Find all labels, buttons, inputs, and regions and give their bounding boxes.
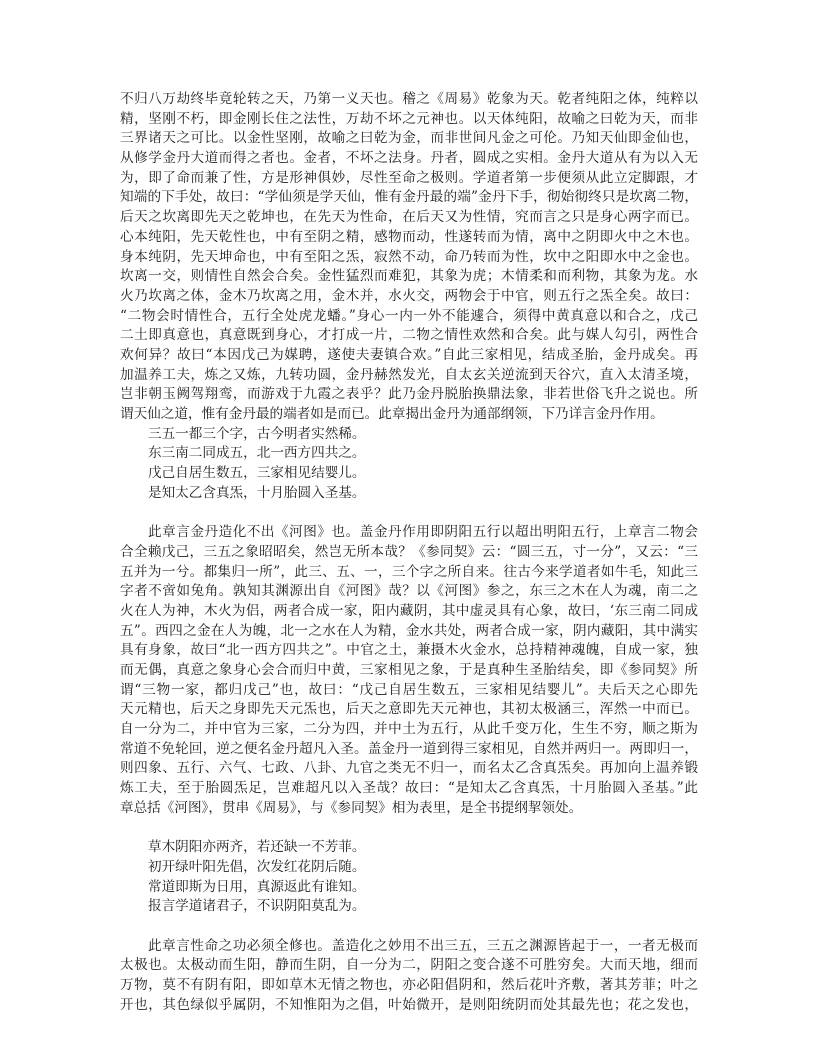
- paragraph: [120, 937, 698, 1016]
- text-line: 心本纯阳，先天乾性也，中有至阴之精，感物而动，性遂转而为情，离中之阴即火中之木也。: [120, 228, 698, 245]
- text-line: 炼工夫，至于胎圆炁足，岂难超凡以入圣哉？故曰：“是知太乙含真炁，十月胎圆入圣基。”此: [120, 780, 698, 797]
- text-line: 火乃坎离之体，金木乃坎离之用，金木并，水火交，两物会于中官，则五行之炁全矣。故曰：: [120, 287, 698, 304]
- text-line: 谓天仙之道，惟有金丹最的端者如是而已。此章揭出金丹为通部纲领，下乃详言金丹作用。: [120, 406, 664, 422]
- text-line: 天元精也，后天之身即先天元炁也，后天之意即先天元神也，其初太极涵三，浑然一中而已。: [120, 701, 698, 718]
- verse-block: [120, 838, 698, 917]
- text-line: 为，即了命而兼了性，方是形神俱妙，尽性至命之极则。学道者第一步便须从此立定脚跟，才: [120, 169, 698, 186]
- text-line: 加温养工夫，炼之又炼，九转功圆，金丹赫然发光，自太玄关逆流到天谷穴，直入太清圣境，: [120, 366, 698, 383]
- text-line: 开也，其色绿似乎属阴，不知惟阳为之倡，叶始微开，是则阳统阴而处其最先也；花之发也，: [120, 996, 698, 1013]
- verse-block: [120, 425, 698, 504]
- text-line: 自一分为二，并中官为三家，二分为四，并中土为五行，从此千变万化，生生不穷，顺之斯为: [120, 721, 698, 737]
- text-line: 火在人为神，木火为侣，两者合成一家，阳内藏阴，其中虚灵具有心象，故曰，‘东三南二同成: [120, 602, 698, 619]
- text-line: 此章言金丹造化不出《河图》也。盖金丹作用即阴阳五行以超出明阳五行，上章言二物会: [148, 524, 698, 541]
- verse-line: 戊己自居生数五，三家相见结婴儿。: [148, 465, 366, 482]
- text-line: 此章言性命之功必须全修也。盖造化之妙用不出三五，三五之渊源皆起于一，一者无极而: [148, 937, 698, 954]
- document-page: [120, 90, 698, 1015]
- blank-line: [120, 917, 698, 937]
- blank-line: [120, 503, 698, 523]
- paragraph: [120, 90, 698, 425]
- text-line: 岂非朝玉阙驾翔鸾，而游戏于九霞之表乎？此乃金丹脱胎换鼎法象，非若世俗飞升之说也。所: [120, 386, 698, 403]
- verse-line: 三五一都三个字，古今明者实然稀。: [148, 425, 366, 442]
- text-line: 知端的下手处，故曰：“学仙须是学天仙，惟有金丹最的端”金丹下手，彻始彻终只是坎离二物，: [120, 189, 698, 206]
- text-line: 常道不免轮回，逆之便名金丹超凡入圣。盖金丹一道到得三家相见，自然并两归一。两即归一，: [120, 740, 698, 757]
- verse-line: 报言学道诸君子，不识阴阳莫乱为。: [148, 898, 366, 915]
- text-line: 五并为一兮。都集归一所”，此三、五、一，三个字之所自来。往古今来学道者如牛毛，知此三: [120, 563, 698, 580]
- text-line: 字者不啻如兔角。孰知其渊源出自《河图》哉？以《河图》参之，东三之木在人为魂，南二之: [120, 583, 698, 600]
- text-line: 而无偶，真意之象身心会合而归中黄，三家相见之象，于是真种生圣胎结矣，即《参同契》所: [120, 661, 698, 678]
- text-line: 谓“三物一家，都归戊己”也，故曰：“戊己自居生数五，三家相见结婴儿”。夫后天之心即先: [120, 681, 698, 698]
- text-line: 二土即真意也，真意既到身心，才打成一片，二物之情性欢然和合矣。此与媒人勾引，两性合: [120, 327, 698, 344]
- text-line: 欢何异？故曰“本因戊己为媒聘，遂使夫妻镇合欢。”自此三家相见，结成圣胎，金丹成矣。再: [120, 346, 698, 363]
- verse-line: 初开绿叶阳先倡，次发红花阴后随。: [148, 858, 366, 875]
- text-line: 章总括《河图》，贯串《周易》，与《参同契》相为表里，是全书提纲挈领处。: [120, 799, 583, 816]
- text-line: “二物会时情性合，五行全处虎龙蟠。”身心一内一外不能遽合，须得中黄真意以和合之，戊己: [120, 307, 698, 324]
- text-line: 精，坚刚不朽，即金刚长住之法性，万劫不坏之元神也。以天体纯阳，故喻之曰乾为天，而非: [120, 110, 698, 127]
- text-line: 三界诸天之可比。以金性坚刚，故喻之曰乾为金，而非世间凡金之可伦。乃知天仙即金仙也，: [120, 130, 698, 147]
- paragraph: [120, 523, 698, 818]
- text-line: 坎离一交，则情性自然会合矣。金性猛烈而难犯，其象为虎；木情柔和而利物，其象为龙。水: [120, 268, 698, 285]
- text-line: 万物，莫不有阴有阳，即如草木无情之物也，亦必阳倡阴和，然后花叶齐敷，著其芳菲；叶之: [120, 976, 698, 993]
- verse-line: 常道即斯为日用，真源返此有谁知。: [148, 878, 366, 895]
- verse-line: 是知太乙含真炁，十月胎圆入圣基。: [148, 484, 366, 501]
- verse-line: 草木阴阳亦两齐，若还缺一不芳菲。: [148, 839, 366, 856]
- text-line: 不归八万劫终毕竟轮转之天，乃第一义天也。稽之《周易》乾象为天。乾者纯阳之体，纯粹以: [120, 91, 698, 107]
- text-line: 具有身象，故曰“北一西方四共之”。中官之土，兼摄木火金水，总持精神魂魄，自成一家，独: [120, 642, 698, 659]
- text-line: 身本纯阴，先天坤命也，中有至阳之炁，寂然不动，命乃转而为性，坎中之阳即水中之金也。: [120, 248, 698, 265]
- text-line: 后天之坎离即先天之乾坤也，在先天为性命，在后天又为性情，究而言之只是身心两字而已。: [120, 209, 698, 226]
- text-line: 从修学金丹大道而得之者也。金者，不坏之法身。丹者，圆成之实相。金丹大道从有为以入无: [120, 150, 698, 167]
- verse-line: 东三南二同成五，北一西方四共之。: [148, 445, 366, 462]
- text-line: 则四象、五行、六气、七政、八卦、九官之类无不归一，而名太乙含真炁矣。再加向上温养锻: [120, 760, 698, 777]
- text-line: 合全赖戊己，三五之象昭昭矣，然岂无所本哉？《参同契》云：“圆三五，寸一分”，又云：“三: [120, 543, 698, 560]
- text-line: 太极也。太极动而生阳，静而生阴，自一分为二，阴阳之变合遂不可胜穷矣。大而天地，细而: [120, 957, 698, 974]
- blank-line: [120, 818, 698, 838]
- text-line: 五”。西四之金在人为魄，北一之水在人为精，金水共处，两者合成一家，阴内藏阳，其中满实: [120, 622, 698, 639]
